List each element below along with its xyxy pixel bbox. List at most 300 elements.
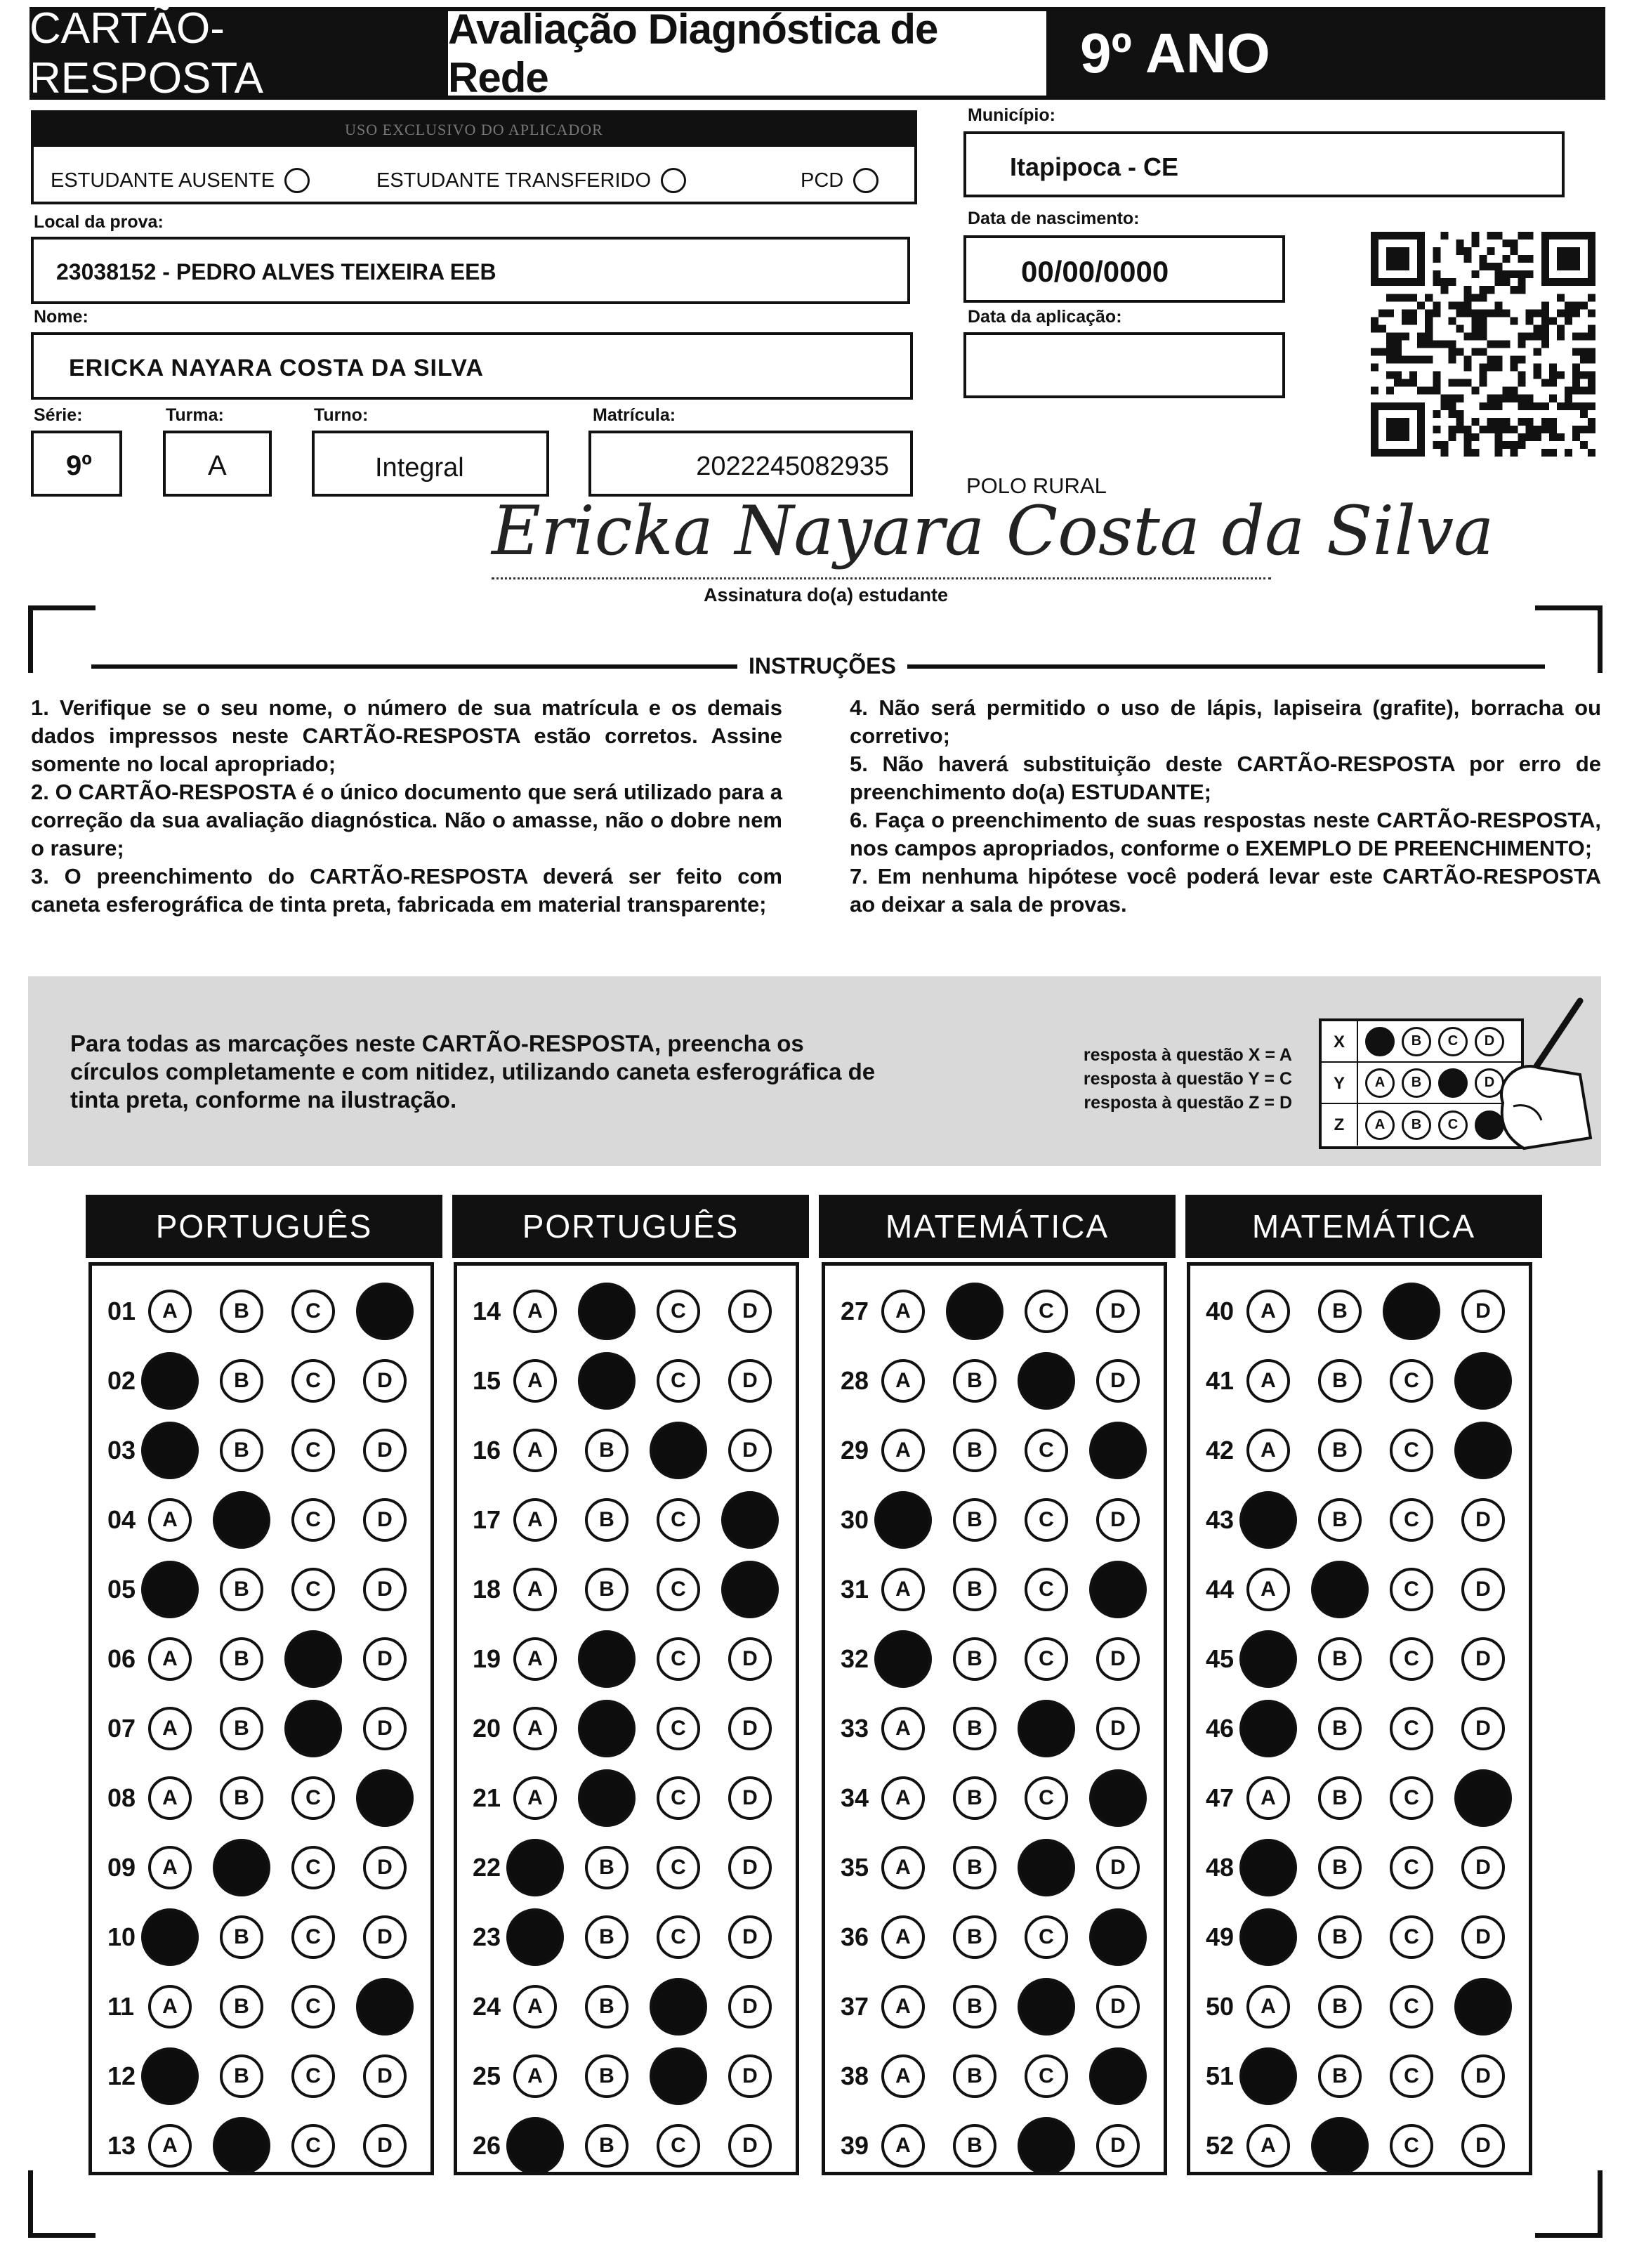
answer-bubble-c[interactable]: C (657, 1568, 700, 1611)
turno-label: Turno: (314, 405, 369, 425)
question-row (473, 1488, 800, 1552)
answer-bubble-c[interactable]: C (657, 1776, 700, 1820)
answer-bubble-c[interactable]: C (291, 1915, 335, 1959)
question-number: 48 (1206, 1853, 1235, 1882)
answer-bubble-d[interactable]: D (1096, 1637, 1140, 1681)
answer-bubble-c[interactable]: C (1390, 1985, 1433, 2028)
answer-bubble-a[interactable]: A (148, 1707, 192, 1750)
answer-bubble-b[interactable]: B (1318, 1290, 1362, 1333)
answer-bubble-d[interactable]: D (363, 1359, 407, 1403)
example-row-key: Z (1322, 1104, 1358, 1146)
answer-bubble-b[interactable]: B (953, 1985, 996, 2028)
turma-field (163, 431, 272, 497)
question-row (1206, 1836, 1533, 1899)
answer-bubble-a[interactable]: A (881, 1359, 925, 1403)
example-bubble-b: B (1402, 1110, 1431, 1140)
answer-bubble-d[interactable]: D (1089, 1561, 1147, 1618)
question-number: 19 (473, 1644, 501, 1673)
answer-bubble-d[interactable]: D (1096, 1498, 1140, 1542)
answer-bubble-d[interactable]: D (721, 1491, 779, 1549)
question-number: 07 (107, 1714, 136, 1743)
answer-bubble-a[interactable]: A (1239, 1908, 1297, 1966)
answer-bubble-c[interactable]: C (657, 2124, 700, 2168)
answer-bubble-d[interactable]: D (1089, 1908, 1147, 1966)
question-number: 16 (473, 1436, 501, 1464)
answer-bubble-b[interactable]: B (953, 1498, 996, 1542)
example-bubble-d: D (1475, 1068, 1504, 1098)
application-date-label: Data da aplicação: (968, 307, 1122, 327)
answer-bubble-b[interactable]: B (1318, 1846, 1362, 1889)
answer-bubble-c[interactable]: C (1390, 2124, 1433, 2168)
answer-bubble-a[interactable]: A (148, 1637, 192, 1681)
pcd-option[interactable] (801, 168, 878, 193)
question-number: 51 (1206, 2061, 1235, 2090)
question-row (473, 1836, 800, 1899)
answer-bubble-d[interactable]: D (363, 2124, 407, 2168)
question-number: 30 (841, 1505, 869, 1534)
answer-bubble-d[interactable]: D (1461, 1290, 1505, 1333)
fill-example-text: Para todas as marcações neste CARTÃO-RESPOSTA, preencha os círculos completamente e com nitidez, utilizando caneta esferográfica de tinta preta, conforme na ilustração. (70, 1030, 876, 1113)
answer-bubble-a[interactable]: A (148, 2124, 192, 2168)
question-row (1206, 1697, 1533, 1760)
question-number: 46 (1206, 1714, 1235, 1743)
answer-bubble-a[interactable]: A (513, 1498, 557, 1542)
example-bubble-d: D (1475, 1027, 1504, 1056)
answer-bubble-a[interactable]: A (881, 1290, 925, 1333)
question-number: 04 (107, 1505, 136, 1534)
answer-bubble-d[interactable]: D (363, 2054, 407, 2098)
answer-bubble-d[interactable]: D (1096, 1290, 1140, 1333)
answer-bubble-a[interactable]: A (141, 1561, 199, 1618)
question-row (1206, 1975, 1533, 2038)
question-number: 32 (841, 1644, 869, 1673)
answer-bubble-b[interactable]: B (220, 1568, 263, 1611)
answer-bubble-d[interactable]: D (728, 1846, 772, 1889)
answer-bubble-c[interactable]: C (1018, 1352, 1075, 1410)
answer-bubble-a[interactable]: A (506, 1908, 564, 1966)
answer-bubble-a[interactable]: A (1246, 1429, 1290, 1472)
absent-circle[interactable] (284, 168, 310, 193)
answer-bubble-d[interactable]: D (363, 1498, 407, 1542)
answer-bubble-c[interactable]: C (650, 1422, 707, 1479)
answer-bubble-a[interactable]: A (1246, 1359, 1290, 1403)
subject-header: PORTUGUÊS (452, 1195, 809, 1258)
question-number: 49 (1206, 1922, 1235, 1951)
question-number: 06 (107, 1644, 136, 1673)
answer-bubble-d[interactable]: D (363, 1429, 407, 1472)
answer-bubble-b[interactable]: B (585, 1429, 629, 1472)
municipio-value: Itapipoca - CE (1010, 152, 1179, 181)
question-row (1206, 1349, 1533, 1412)
birth-field (963, 235, 1285, 303)
answer-bubble-c[interactable]: C (657, 1359, 700, 1403)
answer-bubble-c[interactable]: C (657, 1290, 700, 1333)
answer-bubble-d[interactable]: D (1461, 2124, 1505, 2168)
answer-bubble-c[interactable]: C (1018, 1978, 1075, 2036)
answer-bubble-d[interactable]: D (356, 1283, 414, 1340)
answer-bubble-d[interactable]: D (1089, 1769, 1147, 1827)
answer-bubble-a[interactable]: A (881, 1707, 925, 1750)
question-row (841, 1488, 1168, 1552)
answer-bubble-b[interactable]: B (578, 1700, 636, 1757)
answer-bubble-a[interactable]: A (881, 1846, 925, 1889)
answer-bubble-d[interactable]: D (363, 1568, 407, 1611)
answer-bubble-c[interactable]: C (1390, 1359, 1433, 1403)
answer-bubble-a[interactable]: A (881, 2054, 925, 2098)
question-number: 12 (107, 2061, 136, 2090)
answer-bubble-d[interactable]: D (728, 1429, 772, 1472)
question-number: 15 (473, 1366, 501, 1395)
student-signature: Ericka Nayara Costa da Silva (492, 492, 1494, 570)
answer-bubble-a[interactable]: A (513, 1985, 557, 2028)
answer-bubble-d[interactable]: D (721, 1561, 779, 1618)
question-number: 35 (841, 1853, 869, 1882)
answer-bubble-a[interactable]: A (1246, 1568, 1290, 1611)
question-row (107, 1836, 435, 1899)
answer-bubble-a[interactable]: A (874, 1630, 932, 1688)
answer-bubble-a[interactable]: A (1246, 1290, 1290, 1333)
example-row-key: Y (1322, 1063, 1358, 1103)
question-number: 05 (107, 1575, 136, 1604)
question-number: 23 (473, 1922, 501, 1951)
instructions-right (850, 694, 1601, 919)
answer-bubble-c[interactable]: C (1025, 1429, 1068, 1472)
question-number: 14 (473, 1297, 501, 1325)
answer-bubble-d[interactable]: D (1454, 1422, 1512, 1479)
answer-bubble-a[interactable]: A (148, 1290, 192, 1333)
question-row (1206, 1419, 1533, 1482)
answer-bubble-c[interactable]: C (291, 1568, 335, 1611)
answer-bubble-b[interactable]: B (213, 1491, 270, 1549)
answer-bubble-b[interactable]: B (1318, 1915, 1362, 1959)
answer-bubble-d[interactable]: D (356, 1769, 414, 1827)
answer-bubble-d[interactable]: D (728, 1707, 772, 1750)
answer-bubble-c[interactable]: C (291, 1290, 335, 1333)
name-field (31, 332, 913, 400)
answer-block (822, 1262, 1167, 2175)
answer-bubble-d[interactable]: D (1096, 1707, 1140, 1750)
answer-bubble-d[interactable]: D (363, 1707, 407, 1750)
answer-bubble-b[interactable]: B (220, 1776, 263, 1820)
answer-bubble-b[interactable]: B (585, 1568, 629, 1611)
answer-bubble-b[interactable]: B (578, 1630, 636, 1688)
answer-bubble-b[interactable]: B (1318, 1985, 1362, 2028)
question-row (841, 1280, 1168, 1343)
answer-bubble-b[interactable]: B (946, 1283, 1003, 1340)
question-row (473, 1419, 800, 1482)
answer-bubble-b[interactable]: B (953, 2054, 996, 2098)
answer-bubble-a[interactable]: A (881, 1429, 925, 1472)
answer-bubble-a[interactable]: A (513, 1637, 557, 1681)
answer-bubble-d[interactable]: D (1461, 1707, 1505, 1750)
answer-bubble-b[interactable]: B (213, 2117, 270, 2175)
answer-bubble-d[interactable]: D (356, 1978, 414, 2036)
answer-bubble-d[interactable]: D (1454, 1352, 1512, 1410)
answer-bubble-b[interactable]: B (578, 1283, 636, 1340)
question-number: 22 (473, 1853, 501, 1882)
frame-corner-top-right (1535, 605, 1603, 673)
answer-bubble-b[interactable]: B (220, 1359, 263, 1403)
answer-bubble-b[interactable]: B (953, 1846, 996, 1889)
answer-bubble-d[interactable]: D (728, 1915, 772, 1959)
answer-bubble-b[interactable]: B (1318, 1429, 1362, 1472)
answer-bubble-d[interactable]: D (1096, 1985, 1140, 2028)
question-row (841, 1975, 1168, 2038)
absent-option[interactable] (51, 168, 310, 193)
answer-bubble-d[interactable]: D (1096, 1846, 1140, 1889)
question-row (1206, 1627, 1533, 1691)
transferred-label: ESTUDANTE TRANSFERIDO (376, 169, 652, 192)
answer-bubble-b[interactable]: B (220, 2054, 263, 2098)
question-row (473, 1697, 800, 1760)
answer-bubble-d[interactable]: D (1461, 1637, 1505, 1681)
answer-bubble-c[interactable]: C (291, 1985, 335, 2028)
transferred-circle[interactable] (661, 168, 686, 193)
answer-bubble-c[interactable]: C (291, 1498, 335, 1542)
matricula-field (588, 431, 913, 497)
assessment-title: Avaliação Diagnóstica de Rede (448, 11, 1046, 96)
answer-bubble-b[interactable]: B (220, 1290, 263, 1333)
answer-bubble-c[interactable]: C (1025, 1776, 1068, 1820)
answer-bubble-d[interactable]: D (1089, 2047, 1147, 2105)
answer-bubble-a[interactable]: A (881, 1985, 925, 2028)
answer-bubble-b[interactable]: B (1318, 1776, 1362, 1820)
answer-bubble-d[interactable]: D (1461, 1568, 1505, 1611)
answer-bubble-d[interactable]: D (728, 1359, 772, 1403)
answer-bubble-d[interactable]: D (1454, 1978, 1512, 2036)
question-number: 43 (1206, 1505, 1235, 1534)
answer-bubble-a[interactable]: A (1239, 1700, 1297, 1757)
answer-bubble-b[interactable]: B (953, 1568, 996, 1611)
answer-bubble-b[interactable]: B (220, 1915, 263, 1959)
answer-bubble-c[interactable]: C (1383, 1283, 1440, 1340)
answer-bubble-b[interactable]: B (953, 1915, 996, 1959)
answer-bubble-d[interactable]: D (728, 1985, 772, 2028)
answer-bubble-a[interactable]: A (1239, 1630, 1297, 1688)
answer-bubble-b[interactable]: B (578, 1352, 636, 1410)
answer-bubble-a[interactable]: A (1239, 2047, 1297, 2105)
answer-bubble-a[interactable]: A (881, 1776, 925, 1820)
question-number: 33 (841, 1714, 869, 1743)
answer-bubble-b[interactable]: B (953, 1637, 996, 1681)
answer-bubble-a[interactable]: A (513, 2054, 557, 2098)
card-title: CARTÃO-RESPOSTA (29, 4, 264, 103)
answer-bubble-c[interactable]: C (291, 2054, 335, 2098)
answer-bubble-d[interactable]: D (728, 1776, 772, 1820)
answer-bubble-a[interactable]: A (141, 1422, 199, 1479)
answer-bubble-b[interactable]: B (585, 2054, 629, 2098)
answer-bubble-d[interactable]: D (363, 1915, 407, 1959)
answer-bubble-a[interactable]: A (148, 1498, 192, 1542)
answer-bubble-b[interactable]: B (1318, 1707, 1362, 1750)
answer-bubble-a[interactable]: A (141, 1908, 199, 1966)
answer-bubble-a[interactable]: A (881, 1568, 925, 1611)
answer-bubble-b[interactable]: B (953, 1359, 996, 1403)
question-number: 36 (841, 1922, 869, 1951)
answer-bubble-b[interactable]: B (1318, 1498, 1362, 1542)
answer-bubble-a[interactable]: A (513, 1359, 557, 1403)
answer-bubble-b[interactable]: B (585, 1846, 629, 1889)
transferred-option[interactable] (376, 168, 686, 193)
answer-bubble-c[interactable]: C (1390, 1846, 1433, 1889)
answer-bubble-c[interactable]: C (650, 1978, 707, 2036)
example-bubble-a: A (1365, 1068, 1395, 1098)
question-row (107, 1558, 435, 1621)
answer-bubble-b[interactable]: B (953, 2124, 996, 2168)
name-value: ERICKA NAYARA COSTA DA SILVA (69, 355, 484, 381)
answer-bubble-a[interactable]: A (513, 1290, 557, 1333)
instruction-4: 4. Não será permitido o uso de lápis, lapiseira (grafite), borracha ou corretivo; (850, 695, 1601, 748)
answer-bubble-c[interactable]: C (1390, 1498, 1433, 1542)
answer-bubble-a[interactable]: A (1246, 2124, 1290, 2168)
answer-bubble-c[interactable]: C (1025, 1915, 1068, 1959)
local-field (31, 237, 910, 304)
answer-bubble-a[interactable]: A (148, 1846, 192, 1889)
answer-bubble-c[interactable]: C (1390, 1776, 1433, 1820)
example-bubble-a: A (1365, 1110, 1395, 1140)
answer-bubble-c[interactable]: C (1390, 1915, 1433, 1959)
answer-bubble-c[interactable]: C (1018, 1839, 1075, 1896)
answer-bubble-a[interactable]: A (513, 1568, 557, 1611)
answer-bubble-c[interactable]: C (657, 1637, 700, 1681)
answer-bubble-b[interactable]: B (585, 1915, 629, 1959)
answer-bubble-a[interactable]: A (1246, 1985, 1290, 2028)
answer-bubble-d[interactable]: D (728, 2124, 772, 2168)
answer-bubble-b[interactable]: B (953, 1429, 996, 1472)
pcd-circle[interactable] (853, 168, 878, 193)
answer-bubble-c[interactable]: C (657, 1707, 700, 1750)
answer-bubble-b[interactable]: B (1311, 2117, 1369, 2175)
answer-bubble-b[interactable]: B (220, 1707, 263, 1750)
birth-label: Data de nascimento: (968, 209, 1140, 228)
answer-bubble-d[interactable]: D (363, 1846, 407, 1889)
answer-bubble-d[interactable]: D (1096, 2124, 1140, 2168)
applicator-box (31, 110, 917, 204)
question-number: 27 (841, 1297, 869, 1325)
answer-bubble-c[interactable]: C (1390, 1637, 1433, 1681)
answer-bubble-a[interactable]: A (881, 2124, 925, 2168)
answer-bubble-a[interactable]: A (506, 2117, 564, 2175)
answer-bubble-a[interactable]: A (1239, 1839, 1297, 1896)
name-label: Nome: (34, 307, 88, 327)
answer-bubble-d[interactable]: D (1461, 2054, 1505, 2098)
answer-bubble-b[interactable]: B (220, 1985, 263, 2028)
answer-bubble-d[interactable]: D (1089, 1422, 1147, 1479)
subject-header: MATEMÁTICA (1185, 1195, 1542, 1258)
answer-bubble-a[interactable]: A (506, 1839, 564, 1896)
question-number: 38 (841, 2061, 869, 2090)
answer-bubble-c[interactable]: C (657, 1846, 700, 1889)
answer-bubble-d[interactable]: D (728, 2054, 772, 2098)
answer-bubble-a[interactable]: A (1246, 1776, 1290, 1820)
answer-bubble-a[interactable]: A (1239, 1491, 1297, 1549)
answer-bubble-d[interactable]: D (363, 1637, 407, 1681)
answer-bubble-a[interactable]: A (148, 1776, 192, 1820)
answer-bubble-c[interactable]: C (291, 1846, 335, 1889)
answer-bubble-b[interactable]: B (578, 1769, 636, 1827)
question-row (473, 1975, 800, 2038)
answer-bubble-c[interactable]: C (1018, 2117, 1075, 2175)
answer-bubble-b[interactable]: B (220, 1637, 263, 1681)
answer-bubble-c[interactable]: C (1025, 1290, 1068, 1333)
question-row (107, 1766, 435, 1830)
answer-bubble-b[interactable]: B (585, 1498, 629, 1542)
example-row-key: X (1322, 1021, 1358, 1061)
answer-bubble-d[interactable]: D (1461, 1846, 1505, 1889)
answer-bubble-c[interactable]: C (650, 2047, 707, 2105)
answer-bubble-c[interactable]: C (1025, 1498, 1068, 1542)
question-row (107, 1697, 435, 1760)
answer-bubble-b[interactable]: B (1318, 1637, 1362, 1681)
answer-bubble-c[interactable]: C (657, 1498, 700, 1542)
answer-bubble-d[interactable]: D (1461, 1498, 1505, 1542)
answer-bubble-a[interactable]: A (141, 2047, 199, 2105)
answer-bubble-c[interactable]: C (291, 1359, 335, 1403)
answer-bubble-c[interactable]: C (1025, 1637, 1068, 1681)
answer-bubble-b[interactable]: B (1318, 2054, 1362, 2098)
answer-bubble-a[interactable]: A (874, 1491, 932, 1549)
answer-bubble-c[interactable]: C (657, 1915, 700, 1959)
answer-bubble-c[interactable]: C (291, 1776, 335, 1820)
answer-bubble-a[interactable]: A (513, 1776, 557, 1820)
question-row (107, 1488, 435, 1552)
example-line-z: resposta à questão Z = D (1084, 1093, 1292, 1113)
instructions-left (31, 694, 782, 919)
answer-bubble-b[interactable]: B (953, 1707, 996, 1750)
answer-bubble-b[interactable]: B (1311, 1561, 1369, 1618)
answer-bubble-c[interactable]: C (291, 2124, 335, 2168)
applicator-bar: USO EXCLUSIVO DO APLICADOR (34, 113, 914, 147)
answer-bubble-c[interactable]: C (284, 1700, 342, 1757)
answer-bubble-b[interactable]: B (585, 1985, 629, 2028)
frame-corner-bottom-left (28, 2170, 96, 2238)
answer-bubble-c[interactable]: C (284, 1630, 342, 1688)
answer-bubble-d[interactable]: D (1461, 1915, 1505, 1959)
answer-bubble-b[interactable]: B (953, 1776, 996, 1820)
answer-bubble-c[interactable]: C (1390, 1707, 1433, 1750)
answer-bubble-a[interactable]: A (141, 1352, 199, 1410)
answer-bubble-c[interactable]: C (291, 1429, 335, 1472)
answer-bubble-a[interactable]: A (513, 1429, 557, 1472)
answer-bubble-d[interactable]: D (728, 1637, 772, 1681)
question-number: 13 (107, 2131, 136, 2160)
answer-bubble-b[interactable]: B (1318, 1359, 1362, 1403)
question-number: 09 (107, 1853, 136, 1882)
answer-bubble-a[interactable]: A (513, 1707, 557, 1750)
answer-bubble-c[interactable]: C (1390, 2054, 1433, 2098)
answer-bubble-d[interactable]: D (728, 1290, 772, 1333)
answer-bubble-c[interactable]: C (1025, 2054, 1068, 2098)
question-row (473, 1627, 800, 1691)
local-label: Local da prova: (34, 212, 164, 232)
answer-bubble-b[interactable]: B (220, 1429, 263, 1472)
answer-bubble-a[interactable]: A (148, 1985, 192, 2028)
answer-bubble-b[interactable]: B (585, 2124, 629, 2168)
answer-bubble-d[interactable]: D (1454, 1769, 1512, 1827)
question-row (107, 1280, 435, 1343)
question-row (841, 1836, 1168, 1899)
answer-bubble-b[interactable]: B (213, 1839, 270, 1896)
answer-bubble-c[interactable]: C (1018, 1700, 1075, 1757)
answer-bubble-c[interactable]: C (1390, 1429, 1433, 1472)
answer-bubble-a[interactable]: A (881, 1915, 925, 1959)
answer-bubble-d[interactable]: D (1096, 1359, 1140, 1403)
question-row (473, 2045, 800, 2108)
example-bubble-c: C (1438, 1068, 1468, 1098)
answer-bubble-c[interactable]: C (1390, 1568, 1433, 1611)
answer-bubble-c[interactable]: C (1025, 1568, 1068, 1611)
question-number: 02 (107, 1366, 136, 1395)
